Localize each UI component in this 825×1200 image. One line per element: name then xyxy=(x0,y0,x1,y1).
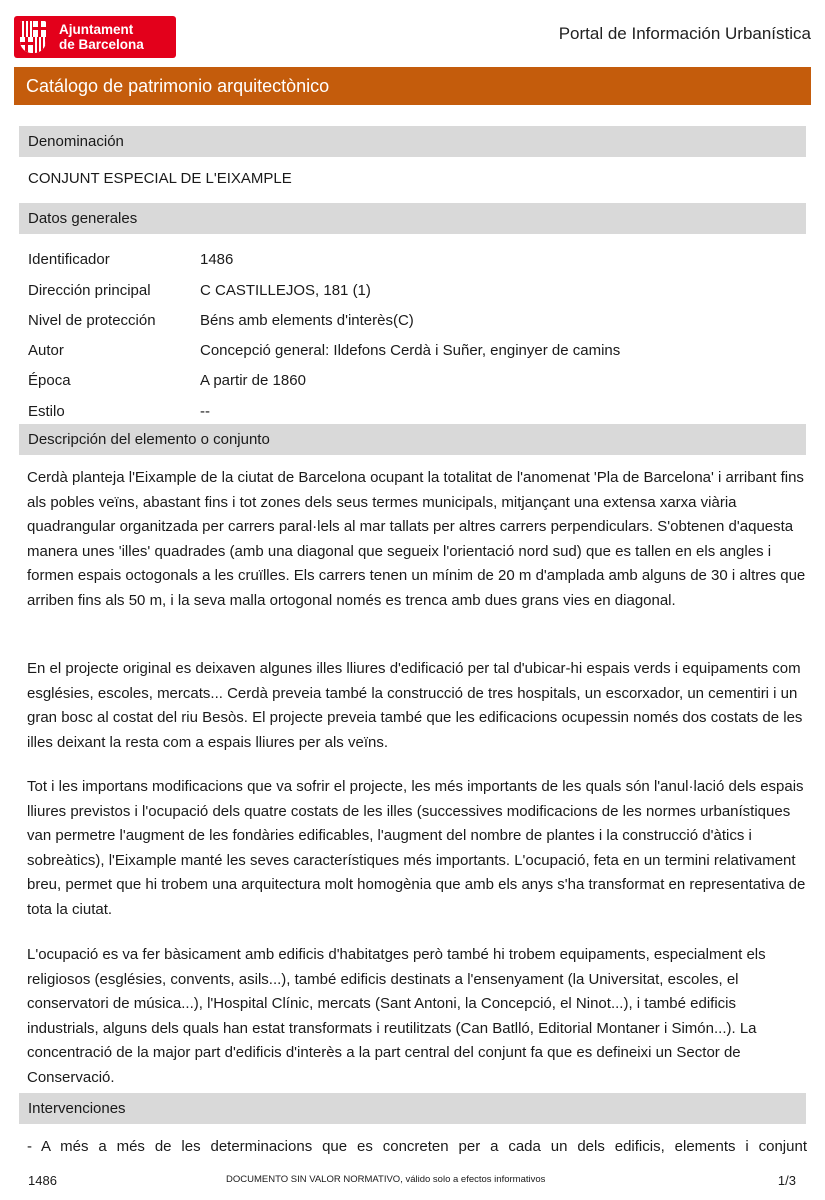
ajuntament-logo[interactable] xyxy=(14,16,176,58)
field-value-estilo: -- xyxy=(200,403,210,420)
field-label-epoca: Época xyxy=(28,372,71,389)
field-value-autor: Concepció general: Ildefons Cerdà i Suñer, enginyer de camins xyxy=(200,342,621,359)
field-value-direccion: C CASTILLEJOS, 181 (1) xyxy=(200,282,371,299)
section-heading-descripcion: Descripción del elemento o conjunto xyxy=(19,424,806,455)
field-value-epoca: A partir de 1860 xyxy=(200,372,306,389)
footer-page-number: 1/3 xyxy=(777,1173,796,1188)
field-value-identificador: 1486 xyxy=(200,251,234,268)
denominacion-value: CONJUNT ESPECIAL DE L'EIXAMPLE xyxy=(28,170,292,187)
logo-line-1: Ajuntament xyxy=(59,22,134,37)
portal-title: Portal de Información Urbanística xyxy=(558,24,811,43)
field-label-identificador: Identificador xyxy=(28,251,110,268)
catalog-banner: Catálogo de patrimonio arquitectònico xyxy=(14,67,811,105)
disclaimer-bold: DOCUMENTO SIN VALOR NORMATIVO xyxy=(226,1174,401,1185)
section-heading-datos-generales: Datos generales xyxy=(19,203,806,234)
description-paragraph: L'ocupació es va fer bàsicament amb edificis d'habitatges però també hi trobem equipaments, especialment els religiosos (esglésies, convents, asils...), també edificis destinats a l'ensenyament (la Universitat, escoles, el conservatori de música...), l'Hospital Clínic, mercats (Sant Antoni, la Concepció, el Ninot...), i també edificis industrials, alguns dels quals han estat transformats i reutilitzats (Can Batlló, Editorial Montaner i Simón...). La concentració de la major part d'edificis d'interès a la part central del conjunt fa que es defineixi un Sector de Conservació. xyxy=(27,946,766,1086)
disclaimer-rest: , válido solo a efectos informativos xyxy=(400,1174,546,1185)
field-label-nivel-proteccion: Nivel de protección xyxy=(28,312,156,329)
field-value-nivel-proteccion: Béns amb elements d'interès(C) xyxy=(200,312,414,329)
section-heading-intervenciones: Intervenciones xyxy=(19,1093,806,1124)
field-label-estilo: Estilo xyxy=(28,403,65,420)
section-heading-denominacion: Denominación xyxy=(19,126,806,157)
field-label-direccion: Dirección principal xyxy=(28,282,151,299)
intervenciones-first-line: - A més a més de les determinacions que es concreten per a cada un dels edificis, elements i conjunt xyxy=(27,1138,807,1155)
logo-line-2: de Barcelona xyxy=(59,37,144,52)
footer-id: 1486 xyxy=(28,1173,57,1188)
logo-text xyxy=(59,22,144,52)
description-paragraph: Cerdà planteja l'Eixample de la ciutat de Barcelona ocupant la totalitat de l'anomenat 'Pla de Barcelona' i arribant fins als pobles veïns, abastant fins i tot zones dels seus termes municipals, mitjançant una extensa xarxa viària quadrangular organitzada per carrers paral·lels al mar tallats per altres carrers perpendiculars. S'obtenen d'aquesta manera unes 'illes' quadrades (amb una diagonal que segueix l'orientació nord sud) que es tallen en els angles i formen espais octogonals a les cruïlles. Els carrers tenen un mínim de 20 m d'amplada amb alguns de 30 i altres que arriben fins als 50 m, i la seva malla ortogonal només es trenca amb dues grans vies en diagonal. xyxy=(27,469,806,609)
description-paragraph: Tot i les importans modificacions que va sofrir el projecte, les més importants de les quals són l'anul·lació dels espais lliures previstos i l'ocupació dels quatre costats de les illes (successives modificacions de les normes urbanístiques van permetre l'augment de les fondàries edificables, l'augment del nombre de plantes i la construcció d'àtics i sobreàtics), l'Eixample manté les seves característiques més importants. L'ocupació, feta en un termini relativament breu, permet que hi trobem una arquitectura molt homogènia que amb els anys s'ha transformat en representativa de tota la ciutat. xyxy=(27,778,806,918)
description-paragraph: En el projecte original es deixaven algunes illes lliures d'edificació per tal d'ubicar-hi espais verds i equipaments com esglésies, escoles, mercats... Cerdà preveia també la construcció de tres hospitals, un escorxador, un cementiri i un gran bosc al costat del riu Besòs. El projecte preveia també que les edificacions ocupessin només dos costats de les illes deixant la resta com a espais lliures per als veïns. xyxy=(27,660,803,751)
footer-disclaimer xyxy=(226,1174,545,1185)
field-label-autor: Autor xyxy=(28,342,64,359)
barcelona-shield-icon xyxy=(20,21,46,53)
